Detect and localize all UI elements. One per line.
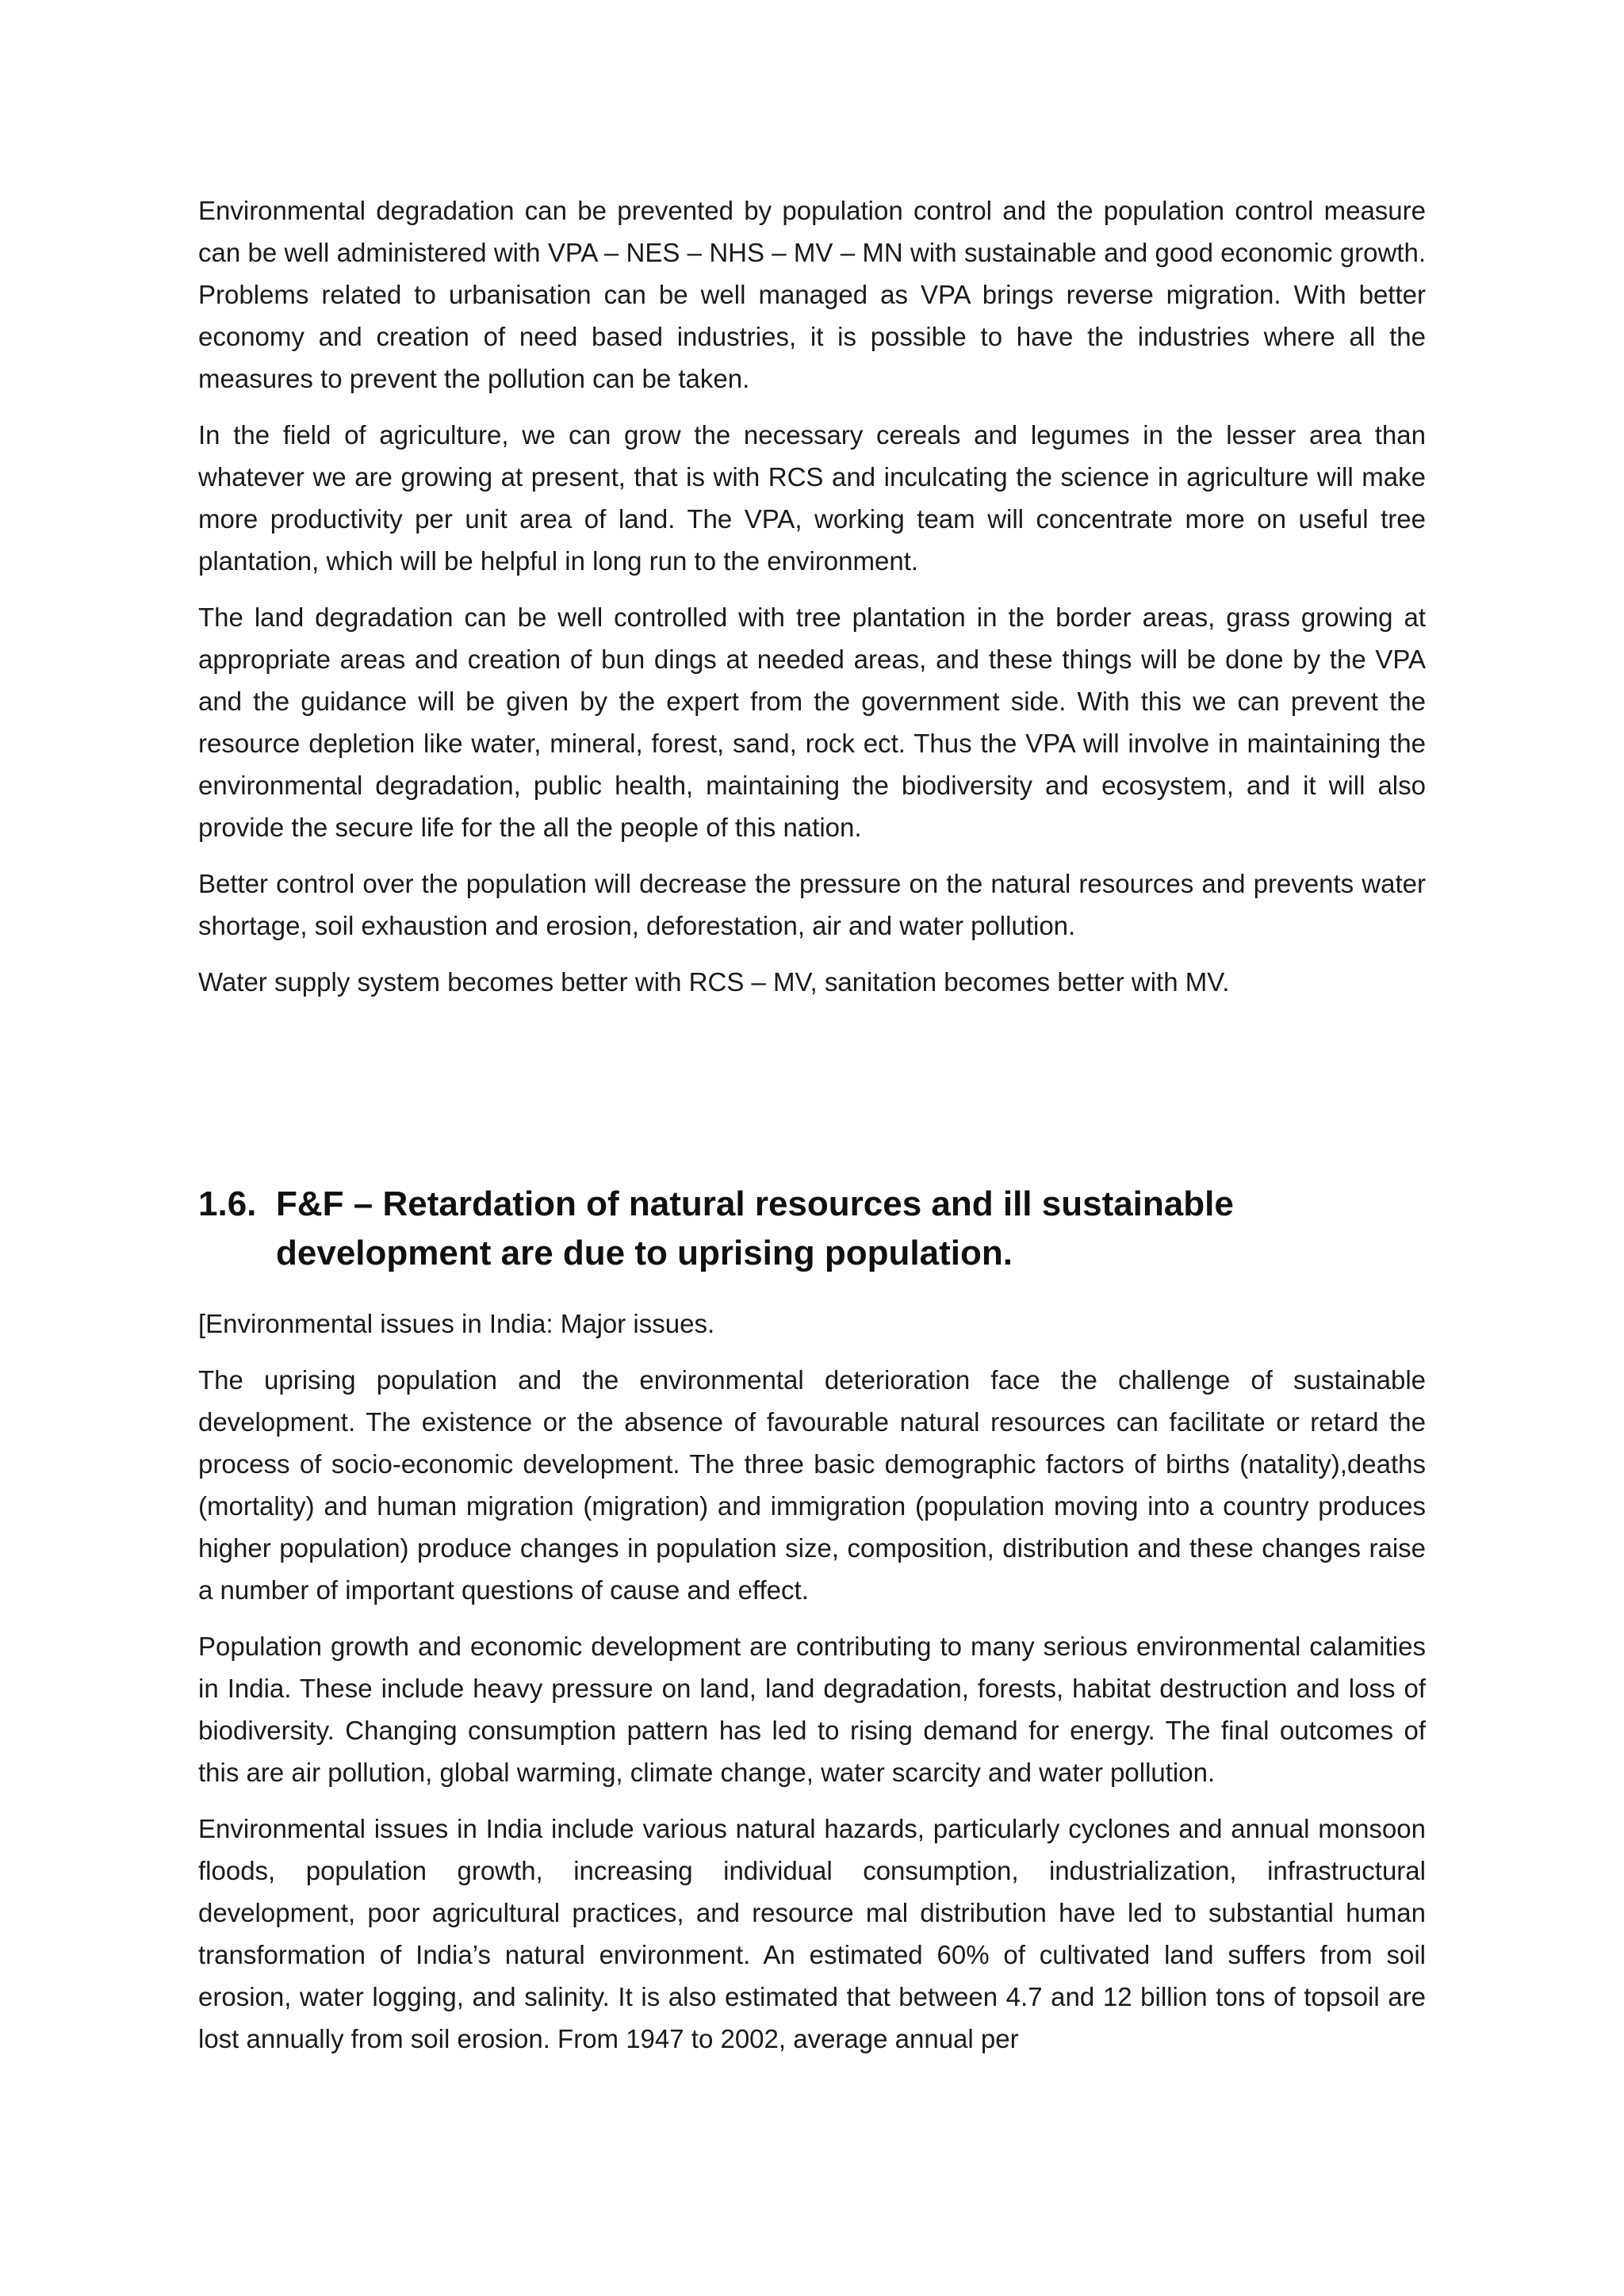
body-text-bottom bbox=[198, 1303, 1426, 2060]
paragraph: Water supply system becomes better with RCS – MV, sanitation becomes better with MV. bbox=[198, 967, 1230, 997]
paragraph: Environmental issues in India include various natural hazards, particularly cyclones and annual monsoon floods, population growth, increasing individual consumption, industrialization, infrastructural development, poor agricultural practices, and resource mal distribution have led to substantial human transformation of India’s natural environment. An estimated 60% of cultivated land suffers from soil erosion, water logging, and salinity. It is also estimated that between 4.7 and 12 billion tons of topsoil are lost annually from soil erosion. From 1947 to 2002, average annual per bbox=[198, 1814, 1426, 2053]
section-heading-line bbox=[198, 1180, 1426, 1278]
paragraph: Population growth and economic development are contributing to many serious environmental calamities in India. These include heavy pressure on land, land degradation, forests, habitat destruction and loss of biodiversity. Changing consumption pattern has led to rising demand for energy. The final outcomes of this are air pollution, global warming, climate change, water scarcity and water pollution. bbox=[198, 1632, 1426, 1787]
paragraph: The land degradation can be well controlled with tree plantation in the border areas, grass growing at appropriate areas and creation of bun dings at needed areas, and these things will be done by the VPA and the guidance will be given by the expert from the government side. With this we can prevent the resource depletion like water, mineral, forest, sand, rock ect. Thus the VPA will involve in maintaining the environmental degradation, public health, maintaining the biodiversity and ecosystem, and it will also provide the secure life for the all the people of this nation. bbox=[198, 603, 1426, 842]
paragraph: Environmental degradation can be prevented by population control and the population control measure can be well administered with VPA – NES – NHS – MV – MN with sustainable and good economic growth. Problems related to urbanisation can be well managed as VPA brings reverse migration. With better economy and creation of need based industries, it is possible to have the industries where all the measures to prevent the pollution can be taken. bbox=[198, 196, 1426, 393]
paragraph: [Environmental issues in India: Major issues. bbox=[198, 1309, 715, 1338]
section-title: F&F – Retardation of natural resources and ill sustainable development are due to uprising population. bbox=[276, 1184, 1234, 1272]
body-text-top bbox=[198, 189, 1426, 1003]
paragraph: In the field of agriculture, we can grow the necessary cereals and legumes in the lesser area than whatever we are growing at present, that is with RCS and inculcating the science in agriculture will make more productivity per unit area of land. The VPA, working team will concentrate more on useful tree plantation, which will be helpful in long run to the environment. bbox=[198, 420, 1426, 576]
section-number: 1.6. bbox=[198, 1184, 257, 1223]
paragraph: Better control over the population will decrease the pressure on the natural resources and prevents water shortage, soil exhaustion and erosion, deforestation, air and water pollution. bbox=[198, 869, 1426, 940]
paragraph: The uprising population and the environmental deterioration face the challenge of sustainable development. The existence or the absence of favourable natural resources can facilitate or retard the process of socio-economic development. The three basic demographic factors of births (natality),deaths (mortality) and human migration (migration) and immigration (population moving into a country produces higher population) produce changes in population size, composition, distribution and these changes raise a number of important questions of cause and effect. bbox=[198, 1365, 1426, 1605]
section-heading bbox=[198, 1180, 1426, 1278]
